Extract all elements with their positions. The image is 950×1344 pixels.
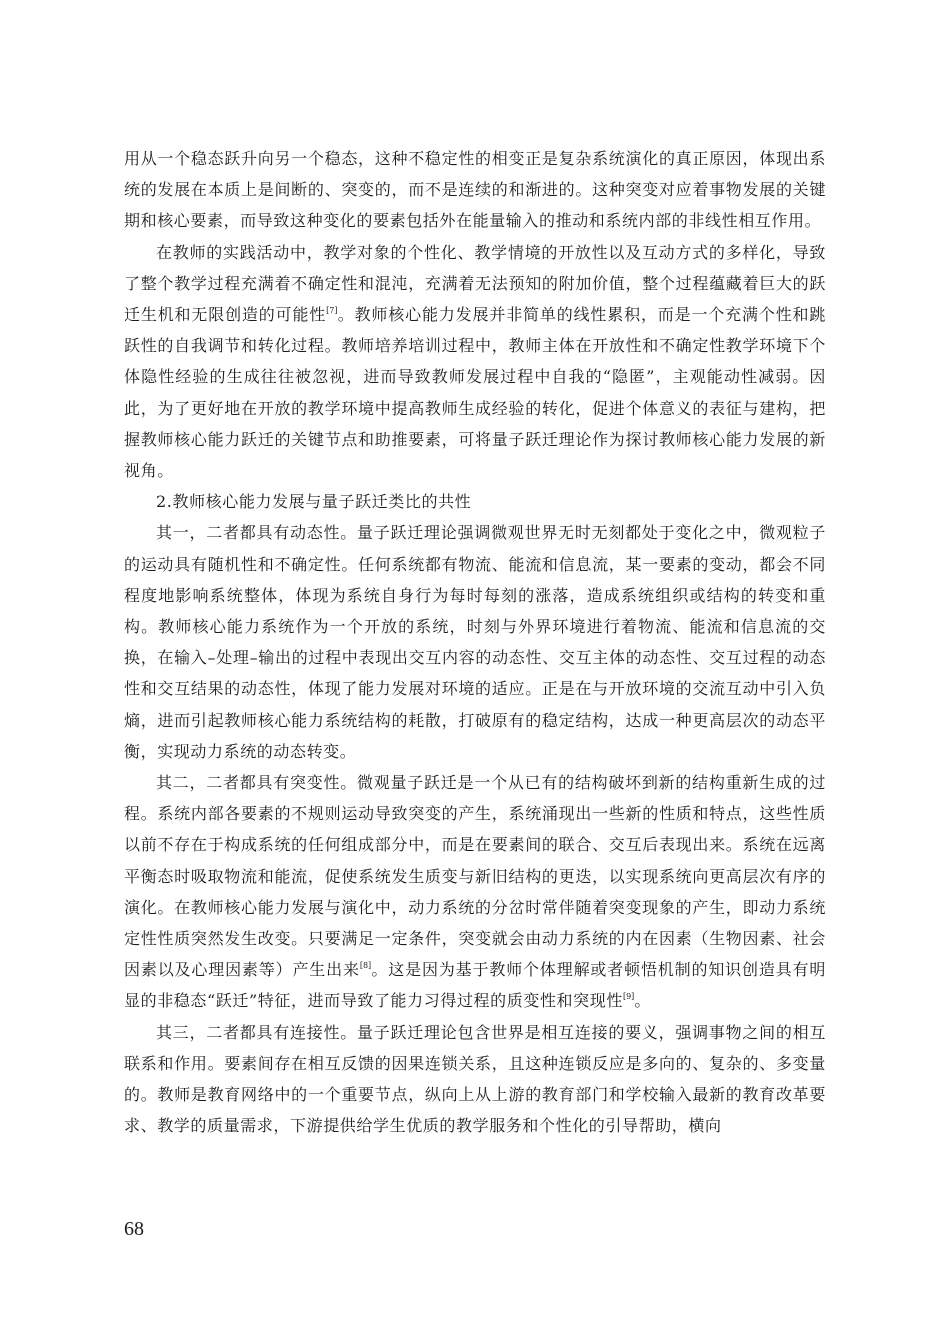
paragraph-text: 其二，二者都具有突变性。微观量子跃迁是一个从已有的结构破坏到新的结构重新生成的过程。系统内部各要素的不规则运动导致突变的产生，系统涌现出一些新的性质和特点，这些性质以前不存在于构成系统的任何组成部分中，而是在要素间的联合、交互后表现出来。系统在远离平衡态时吸取物流和能流，促使系统发生质变与新旧结构的更迭，以实现系统向更高层次有序的演化。在教师核心能力发展与演化中，动力系统的分岔时常伴随着突变现象的产生，即动力系统定性性质突然发生改变。只要满足一定条件，突变就会由动力系统的内在因素（生物因素、社会因素以及心理因素等）产生出来 [124, 773, 826, 980]
citation-marker: [7] [326, 306, 338, 316]
paragraph-text: 在教师的实践活动中，教学对象的个性化、教学情境的开放性以及互动方式的多样化，导致了整个教学过程充满着不确定性和混沌，充满着无法预知的附加价值，整个过程蕴藏着巨大的跃迁生机和无限创造的可能性 [124, 242, 826, 325]
paragraph-text: 其一，二者都具有动态性。量子跃迁理论强调微观世界无时无刻都处于变化之中，微观粒子的运动具有随机性和不确定性。任何系统都有物流、能流和信息流，某一要素的变动，都会不同程度地影响系统整体，体现为系统自身行为每时每刻的涨落，造成系统组织或结构的转变和重构。教师核心能力系统作为一个开放的系统，时刻与外界环境进行着物流、能流和信息流的交换，在输入–处理–输出的过程中表现出交互内容的动态性、交互主体的动态性、交互过程的动态性和交互结果的动态性，体现了能力发展对环境的适应。正是在与开放环境的交流互动中引入负熵，进而引起教师核心能力系统结构的耗散，打破原有的稳定结构，达成一种更高层次的动态平衡，实现动力系统的动态转变。 [124, 523, 826, 761]
page-body [124, 143, 826, 1142]
citation-marker: [9] [622, 992, 635, 1002]
paragraph-mutation [124, 767, 826, 1017]
paragraph-text: 其三，二者都具有连接性。量子跃迁理论包含世界是相互连接的要义，强调事物之间的相互联系和作用。要素间存在相互反馈的因果连锁关系，且这种连锁反应是多向的、复杂的、多变量的。教师是教育网络中的一个重要节点，纵向上从上游的教育部门和学校输入最新的教育改革要求、教学的质量需求，下游提供给学生优质的教学服务和个性化的引导帮助，横向 [124, 1022, 826, 1136]
citation-marker: [8] [359, 961, 372, 971]
paragraph-connectivity [124, 1017, 826, 1142]
section-heading: 2.教师核心能力发展与量子跃迁类比的共性 [156, 492, 472, 512]
paragraph-dynamic [124, 517, 826, 767]
page-number: 68 [124, 1218, 144, 1240]
paragraph-teacher-practice [124, 237, 826, 487]
paragraph-text: 。这是因为基于教师个体理解或者顿悟机制的知识创造具有明显的非稳态“跃迁”特征，进而导致了能力习得过程的质变性和突现性 [124, 960, 827, 1011]
paragraph-text: 。教师核心能力发展并非简单的线性累积，而是一个充满个性和跳跃性的自我调节和转化过程。教师培养培训过程中，教师主体在开放性和不确定性教学环境下个体隐性经验的生成往往被忽视，进而导致教师发展过程中自我的“隐匿”，主观能动性减弱。因此，为了更好地在开放的教学环境中提高教师生成经验的转化，促进个体意义的表征与建构，把握教师核心能力跃迁的关键节点和助推要素，可将量子跃迁理论作为探讨教师核心能力发展的新视角。 [124, 305, 827, 481]
paragraph-continued [124, 143, 826, 237]
paragraph-text: 用从一个稳态跃升向另一个稳态，这种不稳定性的相变正是复杂系统演化的真正原因，体现出系统的发展在本质上是间断的、突变的，而不是连续的和渐进的。这种突变对应着事物发展的关键期和核心要素，而导致这种变化的要素包括外在能量输入的推动和系统内部的非线性相互作用。 [124, 149, 826, 231]
paragraph-text: 。 [634, 991, 651, 1011]
